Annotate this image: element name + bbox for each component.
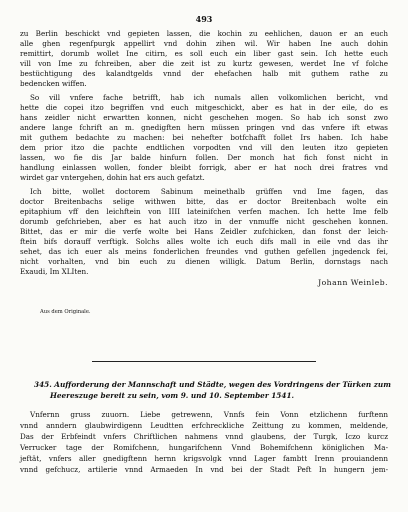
text-line: andere lange fchrift an m. gnedigften hern müssen pringen vnd das vnfere ift etwas <box>20 123 388 132</box>
text-line: Verrucker tage der Romifchenn, hungarifchenn Vnnd Bohemifchenn königlichen Ma- <box>20 443 388 452</box>
text-line: Das der Erbfeindt vnfers Chriftlichen nahmens vnnd glaubens, der Turgk, Iczo kurcz <box>20 432 388 441</box>
text-line: sehet, das ich euer als meins fonderlichen freundes vnd guthen gefellen jngedenck fei, <box>20 247 388 256</box>
text-line: ftein bifs dorauff verftigk. Solchs alles wolte ich euch difs mall in eile vnd das ihr <box>20 237 388 246</box>
text-line: Exaudi, Im XLIten. <box>20 267 89 276</box>
document-heading-continued: Heereszuge bereit zu sein, vom 9. und 10. September 1541. <box>50 391 295 400</box>
text-line: zu Berlin beschickt vnd gepieten lassen, die kochin zu eehlichen, dauon er an euch <box>20 29 388 38</box>
text-line: lassen, wo fie dis Jar balde hinfurn follen. Der monch hat fich fonst nicht in <box>20 153 388 162</box>
text-line: So vill vnfere fache betrifft, hab ich numals allen volkomlichen bericht, vnd <box>30 93 388 102</box>
text-line: vill von Ime zu fchreiben, aber die zeit ist zu kurtz gewesen, werdet Ine vf folche <box>20 59 388 68</box>
signature: Johann Weinleb. <box>318 278 388 287</box>
text-line: Ich bitte, wollet doctorem Sabinum meinethalb grüffen vnd Ime fagen, das <box>30 187 388 196</box>
text-line: mit guthem bedachte zu machen: bei nehefter botfchafft follet Irs haben. Ich habe <box>20 133 388 142</box>
text-line: jeftät, vnfers aller gnedigftenn hernn krigsvolgk vnnd Lager fambtt Irenn prouiandenn <box>20 454 388 463</box>
text-line: doctor Breitenbachs selige withwen bitte, das er doctor Breitenbach wolte ein <box>20 197 388 206</box>
text-line: handlung einlassen wollen, fonder bleibt forrigk, aber er hat noch drei fratres vnd <box>20 163 388 172</box>
document-heading: 345. Aufforderung der Mannschaft und Städte, wegen des Vordringens der Türken zum <box>34 380 391 389</box>
text-line: Bittet, das er mir die verfe wolte bei Hans Zeidler zufchicken, dan fonst der leich- <box>20 227 388 236</box>
text-line: alle ghen regenfpurgk appellirt vnd dohin zihen wil. Wir haben Ine auch dohin <box>20 39 388 48</box>
text-line: bestüchtigung des kalandtgelds vnnd der ehefachen halb mit guthem rathe zu <box>20 69 388 78</box>
text-line: bedencken wiffen. <box>20 79 87 88</box>
source-note: Aus dem Originale. <box>40 309 91 315</box>
page-number: 493 <box>195 14 213 24</box>
text-line: hans zeidler nicht erwartten konnen, nicht geschehen mogen. So hab ich sonst zwo <box>20 113 388 122</box>
text-line: epitaphium vff den leichftein von IIII lateinifchen verfen machen. Ich hette Ime felb <box>20 207 388 216</box>
text-line: dem prior itzo die pachte endtlichen vorpodten vnd vill den leuten itzo gepieten <box>20 143 388 152</box>
section-divider <box>92 361 316 362</box>
text-line: Vnfernn gruss zuuorn. Liebe getrewenn, Vnnfs fein Vonn etzlichenn furftenn <box>30 410 388 419</box>
text-line: vnnd anndern glaubwirdigenn Leudtten erfchreckliche Zeittung zu kommen, meldende, <box>20 421 388 430</box>
text-line: nicht vorhalten, vnd bin euch zu dienen willigk. Datum Berlin, dornstags nach <box>20 257 388 266</box>
text-line: dorumb gefchrieben, aber es hat auch itzo in der vnmuffe nicht geschehen konnen. <box>20 217 388 226</box>
text-line: wirdet gar vntergehen, dohin hat ers auch gefatzt. <box>20 173 205 182</box>
text-line: vnnd gefchucz, artilerie vnnd Armaeden In vnd bei der Stadt Peft In hungern jem- <box>20 465 388 474</box>
text-line: remittirt, dorumb wollet Ine citirn, es soll euch ein liber gast sein. Ich hette euch <box>20 49 388 58</box>
text-line: hette die copei itzo begriffen vnd euch mitgeschickt, aber es hat in der eile, do es <box>20 103 388 112</box>
